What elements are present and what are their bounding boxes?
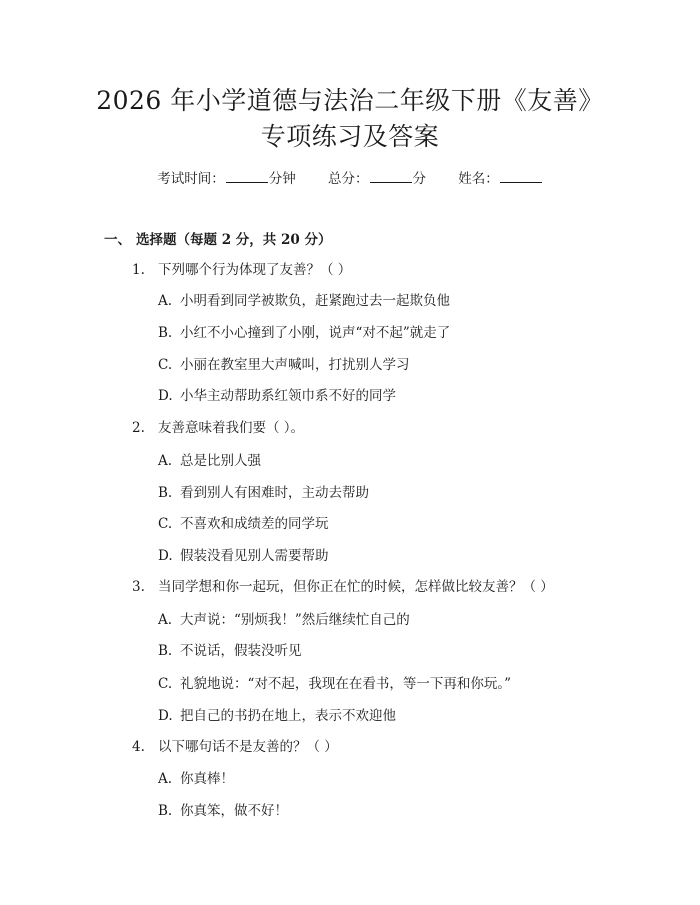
option-text: 小明看到同学被欺负，赶紧跑过去一起欺负他 xyxy=(180,293,450,309)
option-letter: A. xyxy=(158,453,173,469)
option-text: 小华主动帮助系红领巾系不好的同学 xyxy=(180,388,396,404)
question-3-option-d xyxy=(158,706,396,726)
question-3-option-a xyxy=(158,610,410,630)
question-3 xyxy=(132,577,554,597)
question-number: 1. xyxy=(132,262,145,278)
question-2-option-c xyxy=(158,514,329,534)
question-number: 3. xyxy=(132,579,145,595)
option-text: 假装没看见别人需要帮助 xyxy=(180,548,329,564)
question-text: 下列哪个行为体现了友善？（ ） xyxy=(158,262,352,278)
question-1-option-d xyxy=(158,386,396,406)
option-text: 不说话，假装没听见 xyxy=(180,643,302,659)
question-3-option-c xyxy=(158,674,511,694)
option-letter: A. xyxy=(158,771,173,787)
option-text: 你真棒！ xyxy=(180,771,234,787)
exam-time-field xyxy=(157,168,296,189)
question-1-option-a xyxy=(158,291,450,311)
exam-info-row xyxy=(0,168,700,189)
option-letter: D. xyxy=(158,388,173,404)
option-letter: C. xyxy=(158,357,173,373)
question-text: 当同学想和你一起玩，但你正在忙的时候，怎样做比较友善？（ ） xyxy=(158,579,554,595)
section-number: 一、 xyxy=(104,232,131,248)
total-score-unit: 分 xyxy=(412,171,426,187)
option-letter: C. xyxy=(158,516,173,532)
option-letter: C. xyxy=(158,676,173,692)
option-letter: D. xyxy=(158,708,173,724)
total-score-label: 总分： xyxy=(328,171,369,187)
exam-time-label: 考试时间： xyxy=(157,171,225,187)
option-text: 大声说：“别烦我！”然后继续忙自己的 xyxy=(180,612,410,628)
section-heading xyxy=(104,230,331,250)
exam-time-unit: 分钟 xyxy=(268,171,296,187)
option-text: 不喜欢和成绩差的同学玩 xyxy=(180,516,329,532)
document-title-line-2: 专项练习及答案 xyxy=(260,122,440,151)
option-text: 总是比别人强 xyxy=(180,453,261,469)
option-letter: B. xyxy=(158,485,173,501)
option-letter: D. xyxy=(158,548,173,564)
option-text: 小丽在教室里大声喊叫，打扰别人学习 xyxy=(180,357,410,373)
exam-time-blank xyxy=(226,168,268,183)
option-letter: B. xyxy=(158,325,173,341)
total-score-field xyxy=(328,168,426,189)
question-3-option-b xyxy=(158,641,302,661)
option-letter: A. xyxy=(158,612,173,628)
option-letter: B. xyxy=(158,803,173,819)
option-text: 小红不小心撞到了小刚，说声“对不起”就走了 xyxy=(180,325,451,341)
option-text: 把自己的书扔在地上，表示不欢迎他 xyxy=(180,708,396,724)
question-4-option-b xyxy=(158,801,288,821)
question-1-option-b xyxy=(158,323,450,343)
question-text: 以下哪句话不是友善的？（ ） xyxy=(158,739,338,755)
question-2 xyxy=(132,418,304,438)
student-name-blank xyxy=(500,168,542,183)
option-text: 你真笨，做不好！ xyxy=(180,803,288,819)
question-text: 友善意味着我们要（ ）。 xyxy=(158,420,305,436)
option-letter: B. xyxy=(158,643,173,659)
student-name-field xyxy=(458,168,543,189)
option-letter: A. xyxy=(158,293,173,309)
section-title: 选择题（每题 2 分，共 20 分） xyxy=(136,232,332,248)
student-name-label: 姓名： xyxy=(458,171,499,187)
question-1-option-c xyxy=(158,355,410,375)
option-text: 看到别人有困难时，主动去帮助 xyxy=(180,485,369,501)
option-text: 礼貌地说：“对不起，我现在在看书，等一下再和你玩。” xyxy=(180,676,512,692)
question-2-option-b xyxy=(158,483,369,503)
question-2-option-d xyxy=(158,546,329,566)
total-score-blank xyxy=(370,168,412,183)
question-4 xyxy=(132,737,338,757)
question-4-option-a xyxy=(158,769,234,789)
question-2-option-a xyxy=(158,451,261,471)
document-title-line-1: 2026 年小学道德与法治二年级下册《友善》 xyxy=(96,86,604,115)
question-1 xyxy=(132,260,351,280)
question-number: 2. xyxy=(132,420,145,436)
question-number: 4. xyxy=(132,739,145,755)
